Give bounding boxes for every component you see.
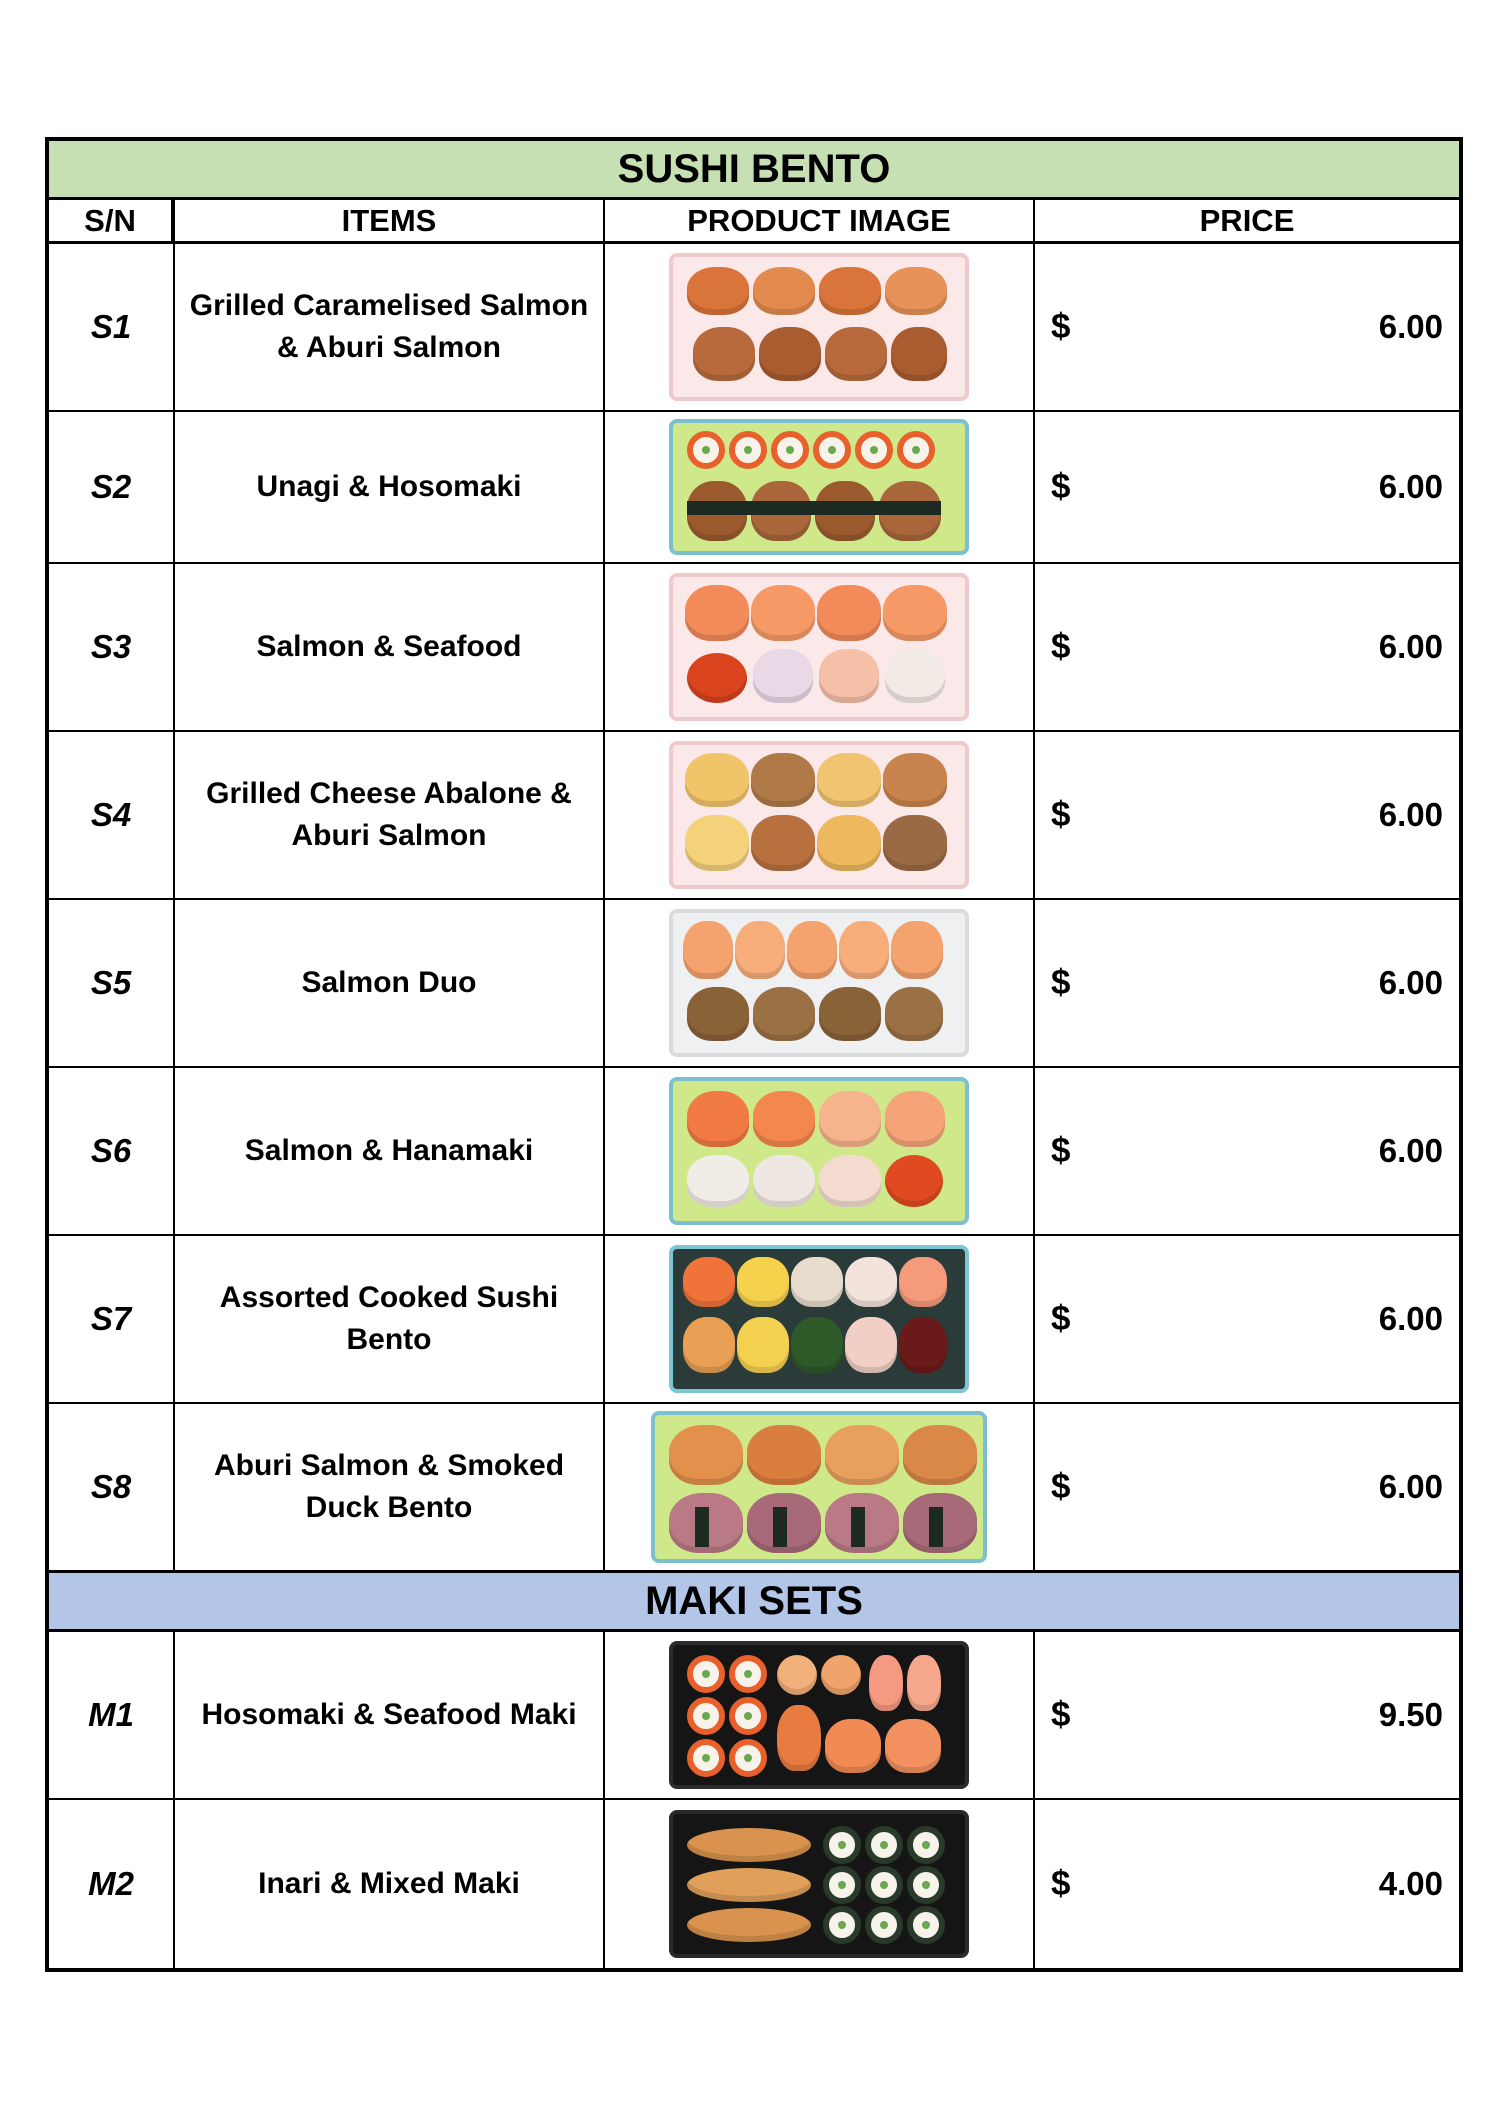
currency-symbol: $ [1051,963,1071,1002]
item-name: Unagi & Hosomaki [175,412,605,562]
item-name: Grilled Caramelised Salmon & Aburi Salmon [175,244,605,410]
price-value: 6.00 [1378,1468,1443,1505]
salmon-seafood-photo [669,573,969,721]
currency-symbol: $ [1051,1864,1071,1903]
grilled-cheese-abalone-photo [669,741,969,889]
serial-number: S7 [49,1236,175,1402]
serial-number: S8 [49,1404,175,1570]
price-value: 6.00 [1378,468,1443,505]
serial-number: S2 [49,412,175,562]
header-price: PRICE [1199,202,1295,238]
table-row [49,1236,1459,1404]
price-value: 6.00 [1378,964,1443,1001]
price-value: 4.00 [1378,1865,1443,1902]
table-row [49,1404,1459,1572]
currency-symbol: $ [1051,467,1071,506]
price-value: 6.00 [1378,1300,1443,1337]
currency-symbol: $ [1051,307,1071,346]
assorted-cooked-sushi-photo [669,1245,969,1393]
hosomaki-seafood-maki-photo [669,1641,969,1789]
currency-symbol: $ [1051,1131,1071,1170]
currency-symbol: $ [1051,627,1071,666]
table-row [49,564,1459,732]
item-name: Assorted Cooked Sushi Bento [175,1236,605,1402]
serial-number: S3 [49,564,175,730]
price-value: 9.50 [1378,1696,1443,1733]
price-value: 6.00 [1378,1132,1443,1169]
table-row [49,1632,1459,1800]
price-value: 6.00 [1378,796,1443,833]
salmon-duo-photo [669,909,969,1057]
currency-symbol: $ [1051,795,1071,834]
item-name: Salmon & Seafood [175,564,605,730]
grilled-caramelised-salmon-photo [669,253,969,401]
serial-number: S1 [49,244,175,410]
table-row [49,1800,1459,1968]
currency-symbol: $ [1051,1695,1071,1734]
table-row [49,900,1459,1068]
table-row [49,412,1459,564]
item-name: Salmon & Hanamaki [175,1068,605,1234]
serial-number: M2 [49,1800,175,1968]
currency-symbol: $ [1051,1299,1071,1338]
currency-symbol: $ [1051,1467,1071,1506]
item-name: Grilled Cheese Abalone & Aburi Salmon [175,732,605,898]
table-row [49,732,1459,900]
aburi-salmon-smoked-duck-photo [651,1411,987,1563]
item-name: Aburi Salmon & Smoked Duck Bento [175,1404,605,1570]
serial-number: S5 [49,900,175,1066]
salmon-hanamaki-photo [669,1077,969,1225]
serial-number: S4 [49,732,175,898]
unagi-hosomaki-photo [669,419,969,555]
item-name: Hosomaki & Seafood Maki [175,1632,605,1798]
table-row [49,244,1459,412]
header-product-image: PRODUCT IMAGE [605,200,1035,241]
price-value: 6.00 [1378,628,1443,665]
sushi-bento-heading: SUSHI BENTO [49,141,1459,200]
table-header-row [49,200,1459,244]
menu-table [45,137,1463,1972]
table-row [49,1068,1459,1236]
item-name: Inari & Mixed Maki [175,1800,605,1968]
maki-sets-heading: MAKI SETS [49,1572,1459,1632]
inari-mixed-maki-photo [669,1810,969,1958]
item-name: Salmon Duo [175,900,605,1066]
serial-number: S6 [49,1068,175,1234]
serial-number: M1 [49,1632,175,1798]
header-sn: S/N [49,200,175,241]
price-value: 6.00 [1378,308,1443,345]
header-items: ITEMS [175,200,605,241]
